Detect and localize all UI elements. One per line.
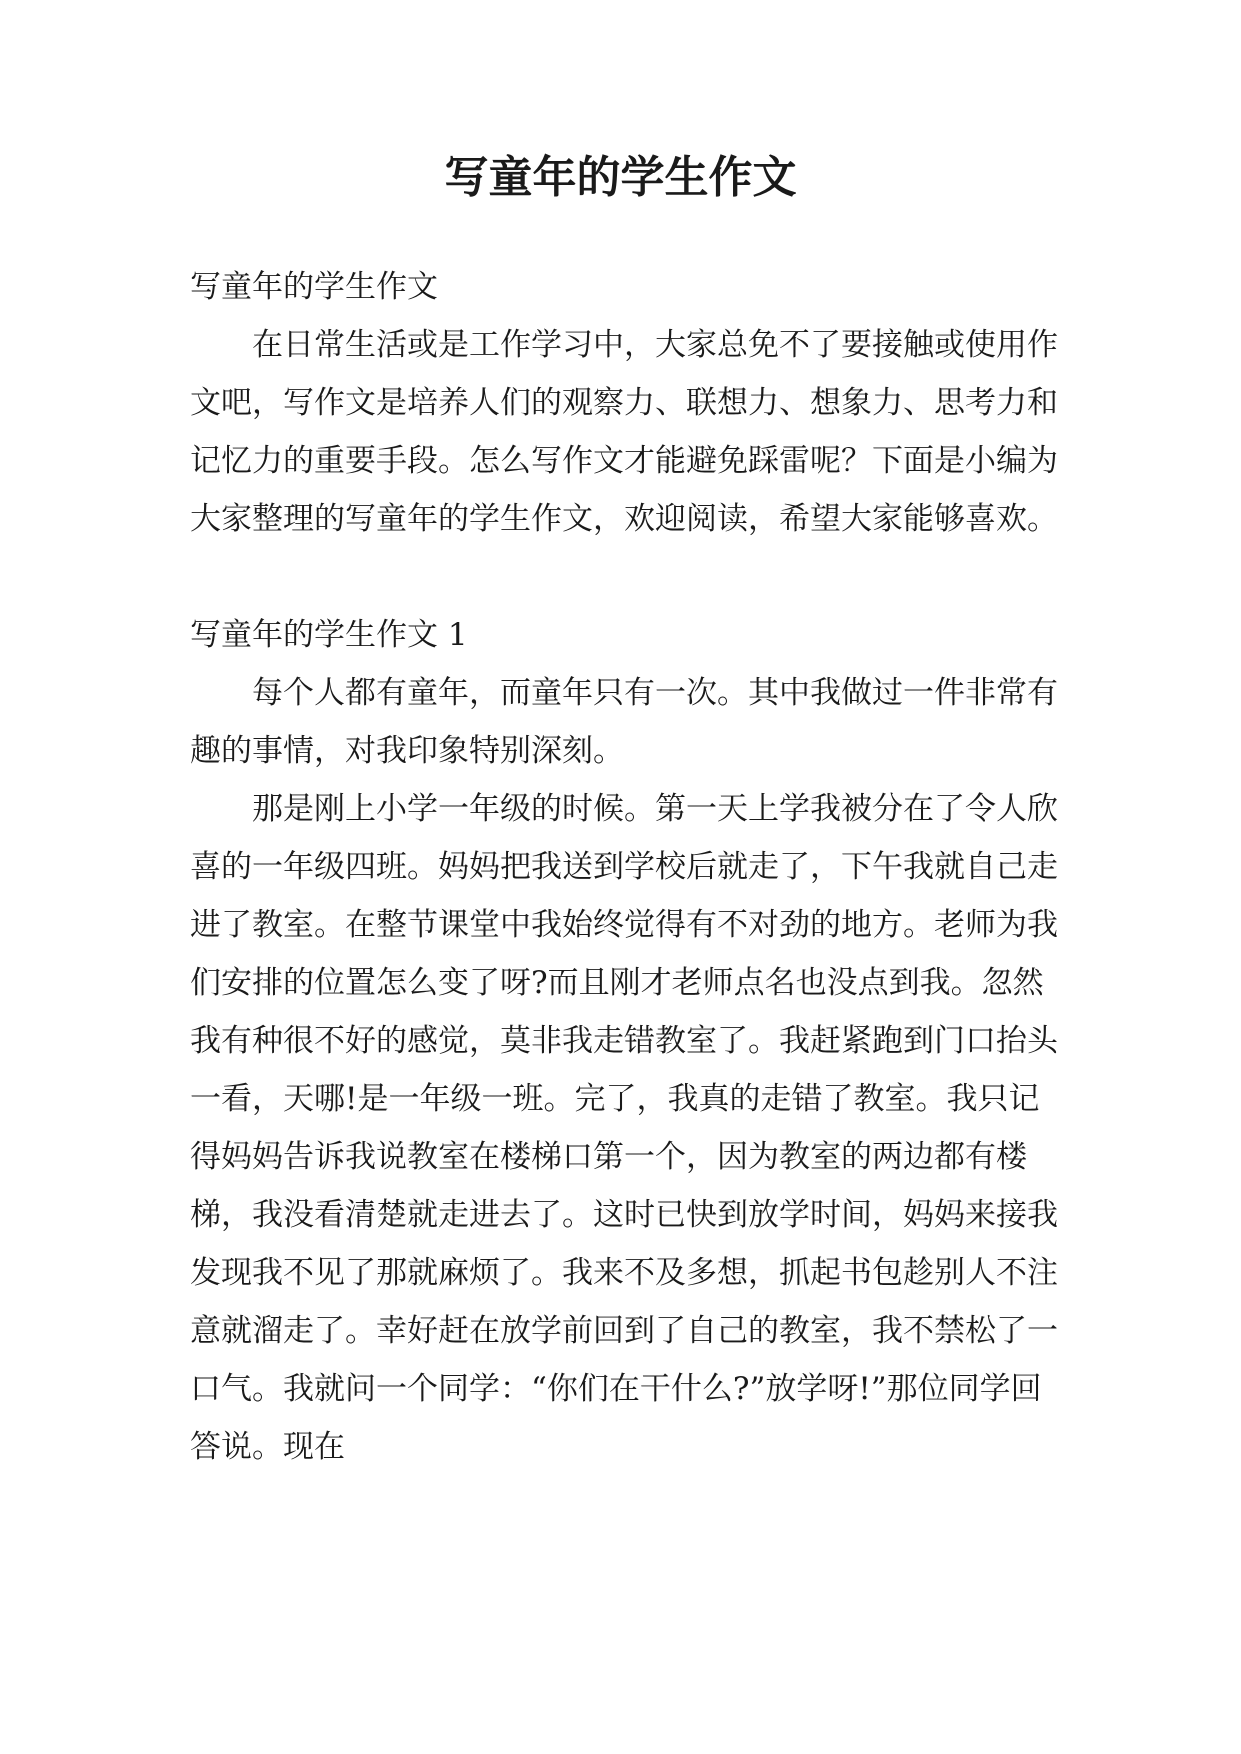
body-paragraph-2: 那是刚上小学一年级的时候。第一天上学我被分在了令人欣喜的一年级四班。妈妈把我送到学校后就走了，下午我就自己走进了教室。在整节课堂中我始终觉得有不对劲的地方。老师为我们安排的位置怎么变了呀?而且刚才老师点名也没点到我。忽然我有种很不好的感觉，莫非我走错教室了。我赶紧跑到门口抬头一看，天哪!是一年级一班。完了，我真的走错了教室。我只记得妈妈告诉我说教室在楼梯口第一个，因为教室的两边都有楼梯，我没看清楚就走进去了。这时已快到放学时间，妈妈来接我发现我不见了那就麻烦了。我来不及多想，抓起书包趁别人不注意就溜走了。幸好赶在放学前回到了自己的教室，我不禁松了一口气。我就问一个同学：“你们在干什么?”放学呀!”那位同学回答说。现在	[190, 791, 1058, 1465]
paragraph-spacer	[190, 548, 1070, 606]
body-paragraph-1: 每个人都有童年，而童年只有一次。其中我做过一件非常有趣的事情，对我印象特别深刻。	[190, 675, 1058, 769]
intro-paragraph: 在日常生活或是工作学习中，大家总免不了要接触或使用作文吧，写作文是培养人们的观察力、联想力、想象力、思考力和记忆力的重要手段。怎么写作文才能避免踩雷呢？下面是小编为大家整理的写童年的学生作文，欢迎阅读，希望大家能够喜欢。	[190, 327, 1058, 537]
section-title: 写童年的学生作文 1	[190, 617, 468, 653]
document-title: 写童年的学生作文	[444, 152, 797, 203]
document-heading: 写童年的学生作文	[190, 269, 438, 305]
document-body	[190, 258, 1070, 1476]
